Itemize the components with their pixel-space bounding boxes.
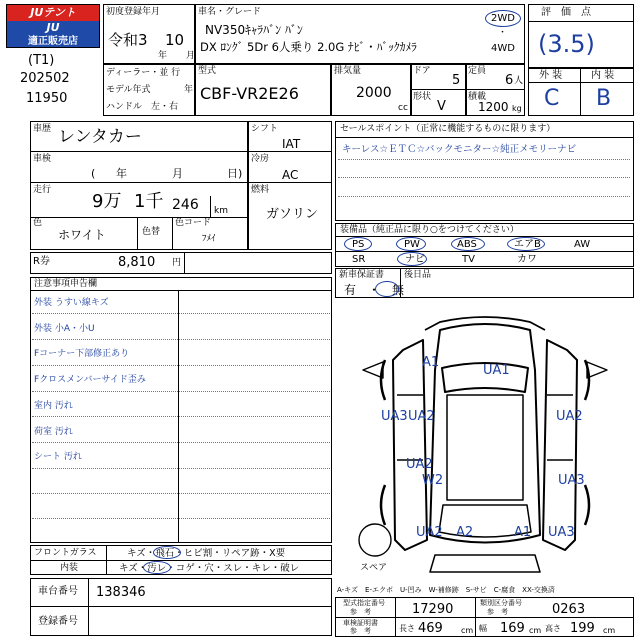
- equip-tv: TV: [462, 254, 475, 265]
- exterior-grade: C: [544, 86, 560, 111]
- category-sub: 参 考: [487, 608, 508, 616]
- chassis-label: 車台番号: [38, 586, 78, 597]
- shaken-month: 月: [172, 167, 183, 180]
- capacity-unit: 人: [514, 76, 524, 86]
- interior-row-label: 内装: [60, 563, 79, 573]
- note-item: Fコーナー下部修正あり: [34, 349, 130, 359]
- damage-mark: UA1: [483, 363, 510, 378]
- color: ホワイト: [58, 228, 106, 242]
- displacement-label: 排気量: [334, 66, 362, 76]
- cert-label: 車検証明書: [343, 619, 378, 627]
- capacity-label: 定員: [468, 66, 487, 76]
- damage-mark: UA3: [558, 473, 585, 488]
- drive-4wd: 4WD: [491, 43, 515, 54]
- doors: 5: [452, 73, 461, 88]
- first-reg-month-unit: 月: [186, 51, 196, 61]
- wheel-rear-left: [381, 485, 385, 525]
- shaken-day: 日): [227, 167, 243, 180]
- car-name: NV350ｷｬﾗﾊﾞﾝ ﾊﾞﾝ: [205, 23, 303, 37]
- ac: AC: [282, 168, 299, 182]
- width-unit: cm: [529, 626, 542, 635]
- circle-ps: [344, 237, 372, 251]
- front-glass-value: キズ・飛石・ヒビ割・リペア跡・X要: [127, 548, 286, 559]
- shaken-label: 車検: [33, 154, 52, 164]
- fuel: ガソリン: [266, 207, 319, 222]
- interior-row-value: キズ・汚レ・コゲ・穴・スレ・キレ・破レ: [119, 563, 300, 574]
- right-side: [543, 340, 577, 550]
- color-label: 色: [33, 218, 43, 228]
- drive-dot: ・: [498, 28, 508, 38]
- type-cert-label: 型式指定番号: [343, 599, 385, 607]
- recycle-unit: 円: [172, 258, 182, 268]
- front-glass-label: フロントガラス: [34, 548, 97, 558]
- rear-view: [430, 555, 540, 572]
- logo-bottom: 適正販売店: [7, 35, 99, 48]
- handle-label: ハンドル 左・右: [106, 102, 179, 112]
- spare-label: スペア: [360, 563, 388, 573]
- roof-line: [447, 395, 523, 500]
- damage-mark: A2: [456, 525, 474, 540]
- left-side: [393, 340, 427, 550]
- equip-navi: ナビ: [405, 254, 425, 265]
- type-cert-number: 17290: [412, 602, 454, 617]
- warranty-value: 有 ・ 無: [344, 283, 405, 297]
- equip-aw: AW: [574, 239, 591, 250]
- first-reg-year-unit: 年: [158, 51, 168, 61]
- category-number: 0263: [552, 602, 586, 617]
- height-label: 高さ: [545, 624, 561, 633]
- model-year-unit: 年: [184, 85, 194, 95]
- shaken-year: 年: [116, 167, 127, 180]
- spare-tire-icon: [359, 524, 391, 556]
- logo-brand: JU: [7, 21, 99, 35]
- mileage-km: km: [214, 206, 228, 216]
- drive-2wd: 2WD: [491, 13, 515, 24]
- shift: IAT: [282, 137, 301, 151]
- shape: V: [437, 99, 446, 114]
- damage-mark: UA3: [548, 525, 575, 540]
- recycle-amount: 8,810: [118, 255, 156, 270]
- first-reg-month: 10: [165, 31, 185, 49]
- chassis-number: 138346: [96, 585, 146, 600]
- shift-label: シフト: [251, 124, 279, 134]
- exterior-label: 外 装: [539, 70, 563, 81]
- damage-mark: UA2: [406, 457, 433, 472]
- cert-sub: 参 考: [350, 627, 371, 635]
- door-label: ドア: [413, 66, 431, 76]
- dealer-label: ディーラー・並 行: [106, 68, 181, 78]
- note-item: Fクロスメンバーサイド歪み: [34, 375, 146, 385]
- wheel-rear-right: [585, 485, 589, 525]
- circle-pw: [396, 237, 426, 251]
- color-change-label: 色替: [142, 227, 161, 237]
- fuel-label: 燃料: [251, 185, 270, 195]
- note-item: 荷室 汚れ: [34, 427, 73, 437]
- reg-number-label: 登録番号: [38, 616, 78, 627]
- circle-navi: [397, 252, 427, 266]
- load-label: 積載: [468, 92, 487, 102]
- equip-leather: カワ: [517, 254, 537, 265]
- auction-code: (T1): [28, 53, 55, 68]
- mileage-sen: 1千: [134, 191, 164, 212]
- ac-label: 冷房: [251, 154, 270, 164]
- circle-chip: [153, 546, 181, 559]
- notes-block: [30, 277, 332, 543]
- equip-abs: ABS: [457, 239, 477, 250]
- car-name-label: 車名・グレード: [198, 7, 262, 17]
- first-reg-label: 初度登録年月: [106, 7, 161, 17]
- mileage-label: 走行: [33, 185, 52, 195]
- equip-sr: SR: [352, 254, 366, 265]
- height-unit: cm: [603, 626, 616, 635]
- color-code: ﾌﾒｲ: [202, 234, 216, 244]
- lot-number-line1: 202502: [20, 71, 70, 86]
- note-item: 外装 小A・小U: [34, 324, 95, 334]
- damage-mark: A1: [422, 355, 440, 370]
- shaken-paren: (: [91, 167, 96, 180]
- body-history-label: 車歴: [33, 124, 52, 134]
- sales-points-text: キーレス☆ＥＴＣ☆バックモニター☆純正メモリーナビ: [342, 144, 577, 155]
- category-label: 類別区分番号: [480, 599, 522, 607]
- mileage-rest: 246: [172, 197, 199, 213]
- load-unit: kg: [512, 104, 522, 113]
- damage-mark: UA2: [556, 409, 583, 424]
- height-value: 199: [570, 621, 595, 636]
- length-value: 469: [418, 621, 443, 636]
- dealer-logo: [6, 4, 100, 48]
- shape-label: 形状: [413, 92, 432, 102]
- note-item: 外装 うすい線キズ: [34, 298, 109, 308]
- circle-stain: [143, 561, 171, 574]
- warranty-label: 新車保証書: [339, 270, 385, 280]
- later-items-label: 後日品: [404, 270, 432, 280]
- length-label: 長さ: [399, 624, 415, 633]
- interior-label: 内 装: [591, 70, 615, 81]
- lot-number-line2: 11950: [26, 91, 68, 106]
- capacity: 6: [505, 73, 514, 88]
- length-unit: cm: [461, 626, 474, 635]
- damage-mark: W2: [422, 473, 444, 488]
- circle-airbag: [507, 237, 545, 251]
- type-cert-sub: 参 考: [350, 608, 371, 616]
- score-label: 評 価 点: [541, 7, 591, 18]
- circle-warranty-none: [375, 281, 399, 297]
- circle-abs: [451, 237, 485, 251]
- equip-pw: PW: [404, 239, 420, 250]
- damage-mark: UA2: [408, 409, 435, 424]
- width-value: 169: [500, 621, 525, 636]
- equipment-label: 装備品（純正品に限り○をつけてください）: [340, 225, 519, 235]
- model-code: CBF-VR2E26: [200, 84, 299, 103]
- model-year-label: モデル年式: [106, 85, 151, 95]
- note-item: 室内 汚れ: [34, 401, 73, 411]
- width-label: 幅: [479, 624, 487, 633]
- first-reg-era: 令和3: [108, 31, 148, 49]
- color-code-label: 色コード: [175, 218, 212, 228]
- body-history: レンタカー: [58, 127, 142, 147]
- sales-points-label: セールスポイント（正常に機能するものに限ります）: [340, 124, 556, 134]
- sales-points-block: [335, 121, 634, 221]
- recycle-label: R券: [33, 256, 50, 267]
- damage-legend: A-キズ E-エクボ U-凹み W-補修跡 S-サビ C-腐食 XX-交換済: [337, 586, 555, 594]
- logo-top: JUテント: [7, 5, 99, 21]
- damage-mark: A1: [514, 525, 532, 540]
- car-grade: DX ﾛﾝｸﾞ 5Dr 6人乗り 2.0G ﾅﾋﾞ・ﾊﾞｯｸｶﾒﾗ: [200, 40, 417, 54]
- interior-grade: B: [596, 86, 612, 111]
- displacement-cc: cc: [398, 103, 408, 113]
- equip-airbag: エアB: [514, 239, 541, 250]
- score-value: (3.5): [538, 30, 595, 58]
- damage-mark: UA2: [416, 525, 443, 540]
- car-damage-diagram: [335, 300, 634, 580]
- load: 1200: [478, 100, 509, 114]
- equip-ps: PS: [352, 239, 365, 250]
- note-item: シート 汚れ: [34, 452, 82, 462]
- mileage-man: 9万: [92, 191, 122, 212]
- notes-label: 注意事項申告欄: [34, 279, 98, 289]
- model-label: 型式: [198, 66, 217, 76]
- damage-mark: UA3: [381, 409, 408, 424]
- displacement: 2000: [356, 85, 392, 101]
